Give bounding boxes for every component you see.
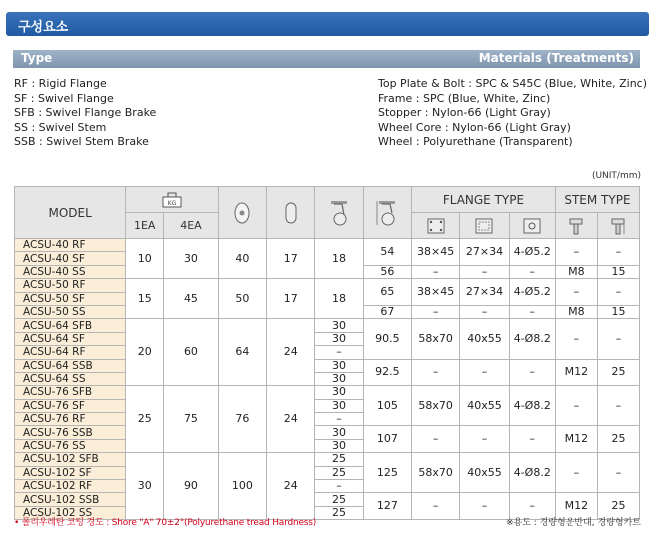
model-cell: ACSU-40 SF xyxy=(15,252,126,265)
model-cell: ACSU-76 RF xyxy=(15,413,126,426)
hole-pitch-cell: 40x55 xyxy=(460,453,509,493)
load-4ea-cell: 45 xyxy=(164,279,219,319)
stem-length-cell: – xyxy=(597,239,639,266)
stem-length-cell: 25 xyxy=(597,426,639,453)
bolt-hole-cell: – xyxy=(509,493,555,520)
overall-height-cell: 54 xyxy=(363,239,411,266)
section-title: 구성요소 xyxy=(18,20,69,35)
wheel-diameter-cell: 76 xyxy=(218,386,266,453)
type-legend xyxy=(14,77,156,150)
material-item: Stopper : Nylon-66 (Light Gray) xyxy=(378,106,551,120)
plate-size-cell: 58x70 xyxy=(412,319,460,359)
bolt-hole-cell: – xyxy=(509,359,555,386)
offset-cell: 18 xyxy=(315,279,363,319)
stem-thread-cell: M12 xyxy=(555,426,597,453)
model-cell: ACSU-50 SS xyxy=(15,305,126,318)
model-cell: ACSU-64 SSB xyxy=(15,359,126,372)
bolt-hole-cell: 4-Ø8.2 xyxy=(509,386,555,426)
offset-cell: – xyxy=(315,346,363,359)
flange-type-header: FLANGE TYPE xyxy=(412,187,556,213)
load-capacity-icon xyxy=(126,187,218,213)
bolt-hole-cell: – xyxy=(509,265,555,278)
wheel-diameter-cell: 50 xyxy=(218,279,266,319)
stem-thread-cell: – xyxy=(555,239,597,266)
stem-length-cell: 25 xyxy=(597,359,639,386)
load-1ea-cell: 10 xyxy=(126,239,164,279)
offset-cell: – xyxy=(315,413,363,426)
materials-legend xyxy=(378,77,647,150)
offset-cell: – xyxy=(315,480,363,493)
model-header: MODEL xyxy=(15,187,126,239)
overall-height-cell: 65 xyxy=(363,279,411,306)
offset-icon xyxy=(315,187,363,239)
model-cell: ACSU-76 SFB xyxy=(15,386,126,399)
offset-cell: 30 xyxy=(315,439,363,452)
type-header-bar xyxy=(13,50,640,68)
offset-cell: 30 xyxy=(315,372,363,385)
model-cell: ACSU-102 SS xyxy=(15,506,126,519)
load-1ea-cell: 30 xyxy=(126,453,164,520)
hole-pitch-cell: – xyxy=(460,493,509,520)
hole-pitch-cell: – xyxy=(460,359,509,386)
overall-height-cell: 67 xyxy=(363,305,411,318)
stem-length-icon xyxy=(597,213,639,239)
material-item: Wheel Core : Nylon-66 (Light Gray) xyxy=(378,120,571,134)
material-item: Top Plate & Bolt : SPC & S45C (Blue, White, Zinc) xyxy=(378,77,648,90)
stem-thread-cell: M12 xyxy=(555,359,597,386)
wheel-width-cell: 24 xyxy=(267,386,315,453)
wheel-width-cell: 17 xyxy=(267,279,315,319)
hole-pitch-cell: 40x55 xyxy=(460,319,509,359)
stem-type-header: STEM TYPE xyxy=(555,187,639,213)
ea4-header: 4EA xyxy=(164,213,219,239)
usage-note: ※용도 : 경량형운반대, 경량형카트 xyxy=(505,518,641,528)
material-item: Frame : SPC (Blue, White, Zinc) xyxy=(378,91,551,105)
plate-size-cell: – xyxy=(412,359,460,386)
load-1ea-cell: 15 xyxy=(126,279,164,319)
model-cell: ACSU-64 RF xyxy=(15,346,126,359)
table-row xyxy=(15,493,640,506)
plate-size-icon xyxy=(412,213,460,239)
overall-height-cell: 56 xyxy=(363,265,411,278)
model-cell: ACSU-40 SS xyxy=(15,265,126,278)
wheel-diameter-cell: 64 xyxy=(218,319,266,386)
stem-thread-cell: – xyxy=(555,319,597,359)
overall-height-icon xyxy=(363,187,411,239)
spec-table-body xyxy=(15,239,640,520)
load-4ea-cell: 60 xyxy=(164,319,219,386)
model-cell: ACSU-102 SSB xyxy=(15,493,126,506)
bolt-hole-cell: 4-Ø5.2 xyxy=(509,279,555,306)
wheel-width-icon xyxy=(267,187,315,239)
model-cell: ACSU-64 SFB xyxy=(15,319,126,332)
hole-pitch-cell: – xyxy=(460,305,509,318)
stem-thread-cell: M8 xyxy=(555,305,597,318)
kg-icon-label: KG xyxy=(167,199,177,207)
table-row xyxy=(15,239,640,252)
overall-height-cell: 127 xyxy=(363,493,411,520)
offset-cell: 30 xyxy=(315,386,363,399)
type-heading: Type xyxy=(21,51,53,65)
model-cell: ACSU-50 SF xyxy=(15,292,126,305)
plate-size-cell: – xyxy=(412,493,460,520)
bolt-hole-cell: 4-Ø8.2 xyxy=(509,453,555,493)
offset-cell: 18 xyxy=(315,239,363,279)
model-cell: ACSU-40 RF xyxy=(15,239,126,252)
overall-height-cell: 125 xyxy=(363,453,411,493)
stem-thread-cell: – xyxy=(555,453,597,493)
offset-cell: 25 xyxy=(315,506,363,519)
stem-length-cell: – xyxy=(597,453,639,493)
wheel-diameter-cell: 100 xyxy=(218,453,266,520)
table-row xyxy=(15,359,640,372)
wheel-width-cell: 17 xyxy=(267,239,315,279)
offset-cell: 30 xyxy=(315,332,363,345)
load-4ea-cell: 30 xyxy=(164,239,219,279)
stem-thread-cell: M8 xyxy=(555,265,597,278)
offset-cell: 25 xyxy=(315,453,363,466)
plate-size-cell: 58x70 xyxy=(412,386,460,426)
model-cell: ACSU-102 SFB xyxy=(15,453,126,466)
model-cell: ACSU-64 SF xyxy=(15,332,126,345)
plate-size-cell: 38×45 xyxy=(412,239,460,266)
stem-length-cell: 15 xyxy=(597,265,639,278)
offset-cell: 30 xyxy=(315,359,363,372)
load-4ea-cell: 75 xyxy=(164,386,219,453)
wheel-diameter-icon xyxy=(218,187,266,239)
overall-height-cell: 105 xyxy=(363,386,411,426)
plate-size-cell: – xyxy=(412,426,460,453)
bolt-hole-cell: – xyxy=(509,305,555,318)
hole-pitch-cell: – xyxy=(460,426,509,453)
stem-length-cell: – xyxy=(597,279,639,306)
model-cell: ACSU-76 SSB xyxy=(15,426,126,439)
overall-height-cell: 107 xyxy=(363,426,411,453)
model-cell: ACSU-64 SS xyxy=(15,372,126,385)
stem-thread-icon xyxy=(555,213,597,239)
materials-heading: Materials (Treatments) xyxy=(478,51,634,65)
stem-length-cell: 25 xyxy=(597,493,639,520)
load-1ea-cell: 20 xyxy=(126,319,164,386)
bolt-hole-icon xyxy=(509,213,555,239)
overall-height-cell: 90.5 xyxy=(363,319,411,359)
table-row xyxy=(15,453,640,466)
table-row xyxy=(15,319,640,332)
hole-pitch-cell: 27×34 xyxy=(460,239,509,266)
model-cell: ACSU-102 SF xyxy=(15,466,126,479)
table-row xyxy=(15,386,640,399)
wheel-width-cell: 24 xyxy=(267,319,315,386)
overall-height-cell: 92.5 xyxy=(363,359,411,386)
type-legend-item: SF : Swivel Flange xyxy=(14,91,114,105)
stem-thread-cell: M12 xyxy=(555,493,597,520)
hole-pitch-cell: 40x55 xyxy=(460,386,509,426)
stem-thread-cell: – xyxy=(555,279,597,306)
spec-table xyxy=(14,186,640,520)
type-legend-item: SFB : Swivel Flange Brake xyxy=(14,106,157,120)
offset-cell: 30 xyxy=(315,319,363,332)
stem-length-cell: – xyxy=(597,319,639,359)
stem-thread-cell: – xyxy=(555,386,597,426)
material-item: Wheel : Polyurethane (Transparent) xyxy=(378,135,573,149)
type-legend-item: SSB : Swivel Stem Brake xyxy=(14,135,149,149)
plate-size-cell: – xyxy=(412,265,460,278)
model-cell: ACSU-102 RF xyxy=(15,480,126,493)
hole-pitch-cell: – xyxy=(460,265,509,278)
offset-cell: 25 xyxy=(315,466,363,479)
plate-size-cell: – xyxy=(412,305,460,318)
hole-pitch-cell: 27×34 xyxy=(460,279,509,306)
bolt-hole-cell: – xyxy=(509,426,555,453)
hole-pitch-icon xyxy=(460,213,509,239)
offset-cell: 30 xyxy=(315,426,363,439)
plate-size-cell: 58x70 xyxy=(412,453,460,493)
type-legend-item: SS : Swivel Stem xyxy=(14,120,107,134)
table-row xyxy=(15,426,640,439)
offset-cell: 30 xyxy=(315,399,363,412)
table-row xyxy=(15,279,640,292)
ea1-header: 1EA xyxy=(126,213,164,239)
plate-size-cell: 38×45 xyxy=(412,279,460,306)
wheel-width-cell: 24 xyxy=(267,453,315,520)
model-cell: ACSU-76 SF xyxy=(15,399,126,412)
section-title-bar xyxy=(6,12,649,36)
model-cell: ACSU-76 SS xyxy=(15,439,126,452)
wheel-diameter-cell: 40 xyxy=(218,239,266,279)
bolt-hole-cell: 4-Ø5.2 xyxy=(509,239,555,266)
unit-label: (UNIT/mm) xyxy=(591,171,641,181)
type-legend-item: RF : Rigid Flange xyxy=(14,77,107,90)
offset-cell: 25 xyxy=(315,493,363,506)
load-1ea-cell: 25 xyxy=(126,386,164,453)
stem-length-cell: – xyxy=(597,386,639,426)
stem-length-cell: 15 xyxy=(597,305,639,318)
model-cell: ACSU-50 RF xyxy=(15,279,126,292)
hardness-note: • 폴리우레탄 코팅 경도 : Shore "A" 70±2°(Polyurethane tread Hardness) xyxy=(14,518,317,528)
load-4ea-cell: 90 xyxy=(164,453,219,520)
bolt-hole-cell: 4-Ø8.2 xyxy=(509,319,555,359)
